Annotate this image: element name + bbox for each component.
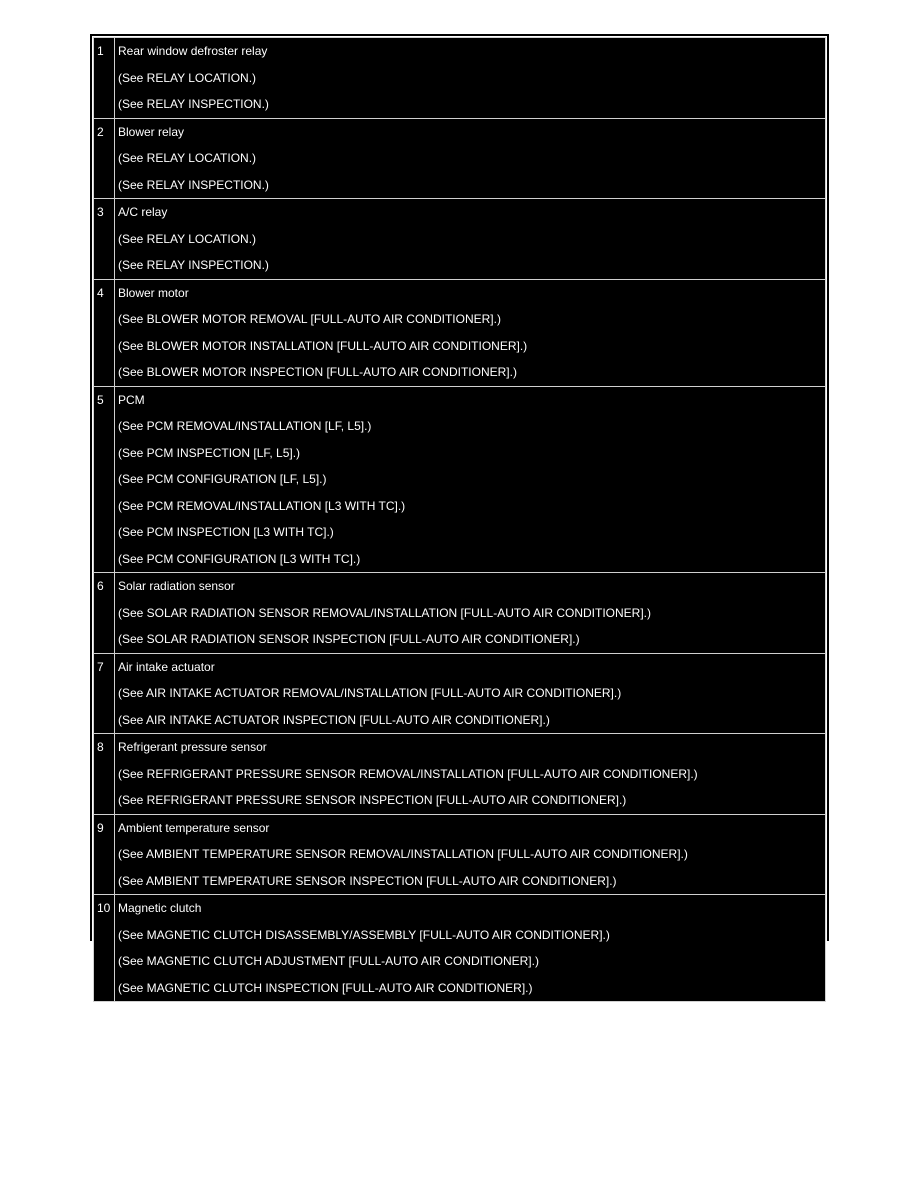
item-reference-link: (See BLOWER MOTOR INSPECTION [FULL-AUTO AIR CONDITIONER].): [118, 365, 517, 379]
item-reference-link: (See PCM REMOVAL/INSTALLATION [L3 WITH TC].): [118, 498, 406, 513]
item-reference-link: (See RELAY LOCATION.): [118, 70, 257, 85]
item-reference-link: (See AIR INTAKE ACTUATOR REMOVAL/INSTALLATION [FULL-AUTO AIR CONDITIONER].): [118, 686, 622, 700]
item-number: [94, 653, 115, 734]
item-info: [115, 199, 826, 280]
item-number-label: 10: [97, 901, 111, 915]
item-number: [94, 279, 115, 386]
item-reference-link: (See AMBIENT TEMPERATURE SENSOR REMOVAL/INSTALLATION [FULL-AUTO AIR CONDITIONER].): [118, 847, 688, 861]
table-row: [94, 573, 826, 654]
item-number: [94, 199, 115, 280]
item-name: Magnetic clutch: [118, 901, 202, 915]
item-number-label: 6: [97, 579, 104, 593]
item-name: Refrigerant pressure sensor: [118, 740, 267, 754]
item-reference-link: (See RELAY INSPECTION.): [118, 258, 269, 272]
table-row: [94, 653, 826, 734]
component-location-table: [93, 37, 826, 1002]
item-number-label: 2: [97, 124, 104, 139]
item-number-label: 5: [97, 392, 104, 407]
item-reference-link: (See REFRIGERANT PRESSURE SENSOR INSPECTION [FULL-AUTO AIR CONDITIONER].): [118, 793, 627, 807]
item-number: [94, 734, 115, 815]
item-reference-link: (See MAGNETIC CLUTCH ADJUSTMENT [FULL-AUTO AIR CONDITIONER].): [118, 954, 539, 968]
item-reference-link: (See AMBIENT TEMPERATURE SENSOR INSPECTION [FULL-AUTO AIR CONDITIONER].): [118, 873, 617, 888]
item-number-label: 3: [97, 205, 104, 219]
item-number-label: 7: [97, 659, 104, 674]
table-row: [94, 895, 826, 1002]
item-reference-link: (See BLOWER MOTOR REMOVAL [FULL-AUTO AIR CONDITIONER].): [118, 312, 501, 326]
item-info: [115, 895, 826, 1002]
item-reference-link: (See PCM INSPECTION [L3 WITH TC].): [118, 525, 334, 539]
item-number: [94, 573, 115, 654]
item-info: [115, 118, 826, 199]
table-row: [94, 38, 826, 119]
table-row: [94, 814, 826, 895]
item-name: Ambient temperature sensor: [118, 820, 270, 835]
item-reference-link: (See PCM INSPECTION [LF, L5].): [118, 445, 301, 460]
item-name: Air intake actuator: [118, 659, 215, 674]
item-reference-link: (See REFRIGERANT PRESSURE SENSOR REMOVAL/INSTALLATION [FULL-AUTO AIR CONDITIONER].): [118, 766, 698, 781]
item-name: Blower motor: [118, 285, 189, 300]
item-name: PCM: [118, 392, 145, 407]
item-number-label: 4: [97, 285, 104, 300]
item-info: [115, 734, 826, 815]
item-info: [115, 814, 826, 895]
item-reference-link: (See MAGNETIC CLUTCH DISASSEMBLY/ASSEMBLY [FULL-AUTO AIR CONDITIONER].): [118, 927, 610, 942]
item-number: [94, 118, 115, 199]
item-info: [115, 573, 826, 654]
item-reference-link: (See SOLAR RADIATION SENSOR INSPECTION [FULL-AUTO AIR CONDITIONER].): [118, 632, 580, 646]
item-info: [115, 653, 826, 734]
table-row: [94, 118, 826, 199]
component-table-body: [94, 38, 826, 1002]
item-name: Solar radiation sensor: [118, 579, 235, 593]
table-row: [94, 279, 826, 386]
component-table-frame: [90, 34, 829, 995]
item-reference-link: (See BLOWER MOTOR INSTALLATION [FULL-AUTO AIR CONDITIONER].): [118, 338, 528, 353]
item-name: Rear window defroster relay: [118, 44, 268, 58]
item-reference-link: (See PCM CONFIGURATION [LF, L5].): [118, 472, 327, 486]
item-info: [115, 279, 826, 386]
item-number: [94, 895, 115, 1002]
item-info: [115, 38, 826, 119]
item-name: A/C relay: [118, 205, 168, 219]
item-number-label: 1: [97, 44, 104, 58]
item-reference-link: (See RELAY LOCATION.): [118, 151, 257, 165]
item-number-label: 8: [97, 740, 104, 754]
item-reference-link: (See PCM REMOVAL/INSTALLATION [LF, L5].): [118, 419, 372, 433]
item-name: Blower relay: [118, 124, 185, 139]
item-reference-link: (See RELAY LOCATION.): [118, 231, 257, 246]
table-row: [94, 199, 826, 280]
table-row: [94, 734, 826, 815]
table-row: [94, 386, 826, 573]
item-number-label: 9: [97, 820, 104, 835]
item-info: [115, 386, 826, 573]
item-number: [94, 38, 115, 119]
item-reference-link: (See SOLAR RADIATION SENSOR REMOVAL/INSTALLATION [FULL-AUTO AIR CONDITIONER].): [118, 605, 651, 620]
item-number: [94, 814, 115, 895]
item-reference-link: (See RELAY INSPECTION.): [118, 97, 269, 111]
item-reference-link: (See RELAY INSPECTION.): [118, 177, 269, 192]
item-number: [94, 386, 115, 573]
item-reference-link: (See AIR INTAKE ACTUATOR INSPECTION [FULL-AUTO AIR CONDITIONER].): [118, 712, 550, 727]
item-reference-link: (See MAGNETIC CLUTCH INSPECTION [FULL-AUTO AIR CONDITIONER].): [118, 980, 533, 995]
item-reference-link: (See PCM CONFIGURATION [L3 WITH TC].): [118, 551, 361, 566]
